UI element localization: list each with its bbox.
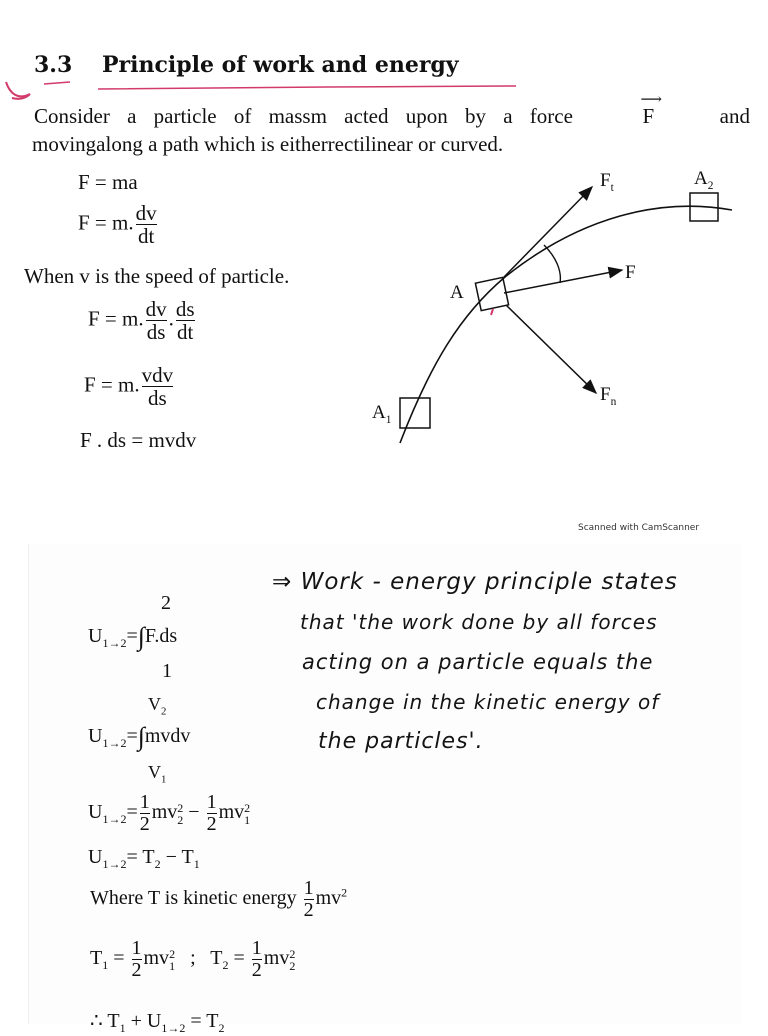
scan-divider [0, 474, 768, 544]
equation-vdv-ds: F = m. $\frac{\text{vdv}}{ds}$ [84, 363, 174, 411]
label-fn: $F_n$ [600, 384, 617, 408]
label-a2: $A_2$ [694, 168, 714, 192]
label-f: F [625, 262, 636, 283]
intro-line-1 [34, 92, 750, 129]
vector-arrow-icon: ⟶ [640, 92, 662, 108]
intro-and: and [719, 104, 750, 128]
title-underline [96, 84, 556, 94]
handwritten-line-4: change in the kinetic energy of [316, 690, 660, 714]
intro-line-2: movingalong a path which is eitherrectilinear or curved. [32, 132, 504, 156]
equation-kinetic-difference: $U_{1\to 2}=$ $\frac{1}{2}$ mv 2 2 − $\frac{1}{2}$ mv 2 1 [88, 791, 251, 835]
force-diagram [360, 165, 760, 465]
particle-path [400, 206, 732, 443]
equation-final-cut: ∴ $T_1 + U_{1\to 2} = T_2$ [90, 1010, 225, 1035]
label-ft: $F_t$ [600, 170, 614, 194]
label-a1: $A_1$ [372, 402, 392, 426]
equation-f-ds-mvdv: F . ds = mvdv [80, 428, 197, 452]
handwritten-line-2: that 'the work done by all forces [300, 610, 658, 634]
equation-chain-rule: F = m. $\frac{dv}{ds}$ . $\frac{ds}{dt}$ [88, 297, 195, 345]
equation-t1-t2: $T_1$ = $\frac{1}{2}$ mv 2 1 ; $T_2$ = $\frac{1}{2}$ mv 2 2 [90, 937, 296, 981]
section-number: 3.3 [34, 52, 73, 78]
integral-upper-limit-2: $V_2$ [148, 694, 167, 718]
integral-sign-icon: ∫ [137, 622, 145, 651]
handwritten-line-5: the particles'. [318, 729, 484, 754]
handwritten-line-3: acting on a particle equals the [302, 650, 654, 674]
force-vector: ⟶ F [640, 92, 662, 128]
handwritten-line-1: ⇒ Work - energy principle states [272, 569, 678, 595]
intro-text: Consider a particle of massm acted upon by a force [34, 104, 573, 128]
label-a: A [450, 282, 464, 303]
integral-work-fds: $U_{1\to 2}=\int F.ds$ [88, 622, 178, 651]
integral-lower-limit-1: 1 [162, 660, 172, 682]
kinetic-energy-definition: Where T is kinetic energy $\frac{1}{2}$ $mv^2$ [90, 877, 348, 921]
equation-f-ma: F = ma [78, 170, 138, 194]
section-title: Principle of work and energy [102, 52, 459, 78]
integral-sign-icon: ∫ [137, 722, 145, 751]
handwritten-note [272, 562, 742, 762]
particle-box-a [475, 277, 508, 310]
angle-arc [544, 245, 560, 283]
normal-force-arrow [506, 305, 596, 393]
integral-lower-limit-2: $V_1$ [148, 762, 167, 786]
resultant-force-arrow [504, 270, 622, 293]
equation-work-t2-t1: $U_{1\to 2}= T_2 - T_1$ [88, 846, 200, 871]
equation-f-m-dv-dt: F = m. $\frac{dv}{dt}$ [78, 201, 157, 249]
scanner-watermark: Scanned with CamScanner [578, 523, 700, 533]
integral-upper-limit-1: 2 [161, 592, 171, 614]
speed-note: When v is the speed of particle. [24, 264, 290, 288]
particle-box-a1 [400, 398, 430, 428]
integral-work-mvdv: $U_{1\to 2}=\int mvdv$ [88, 722, 191, 751]
tangential-force-arrow [504, 187, 592, 277]
